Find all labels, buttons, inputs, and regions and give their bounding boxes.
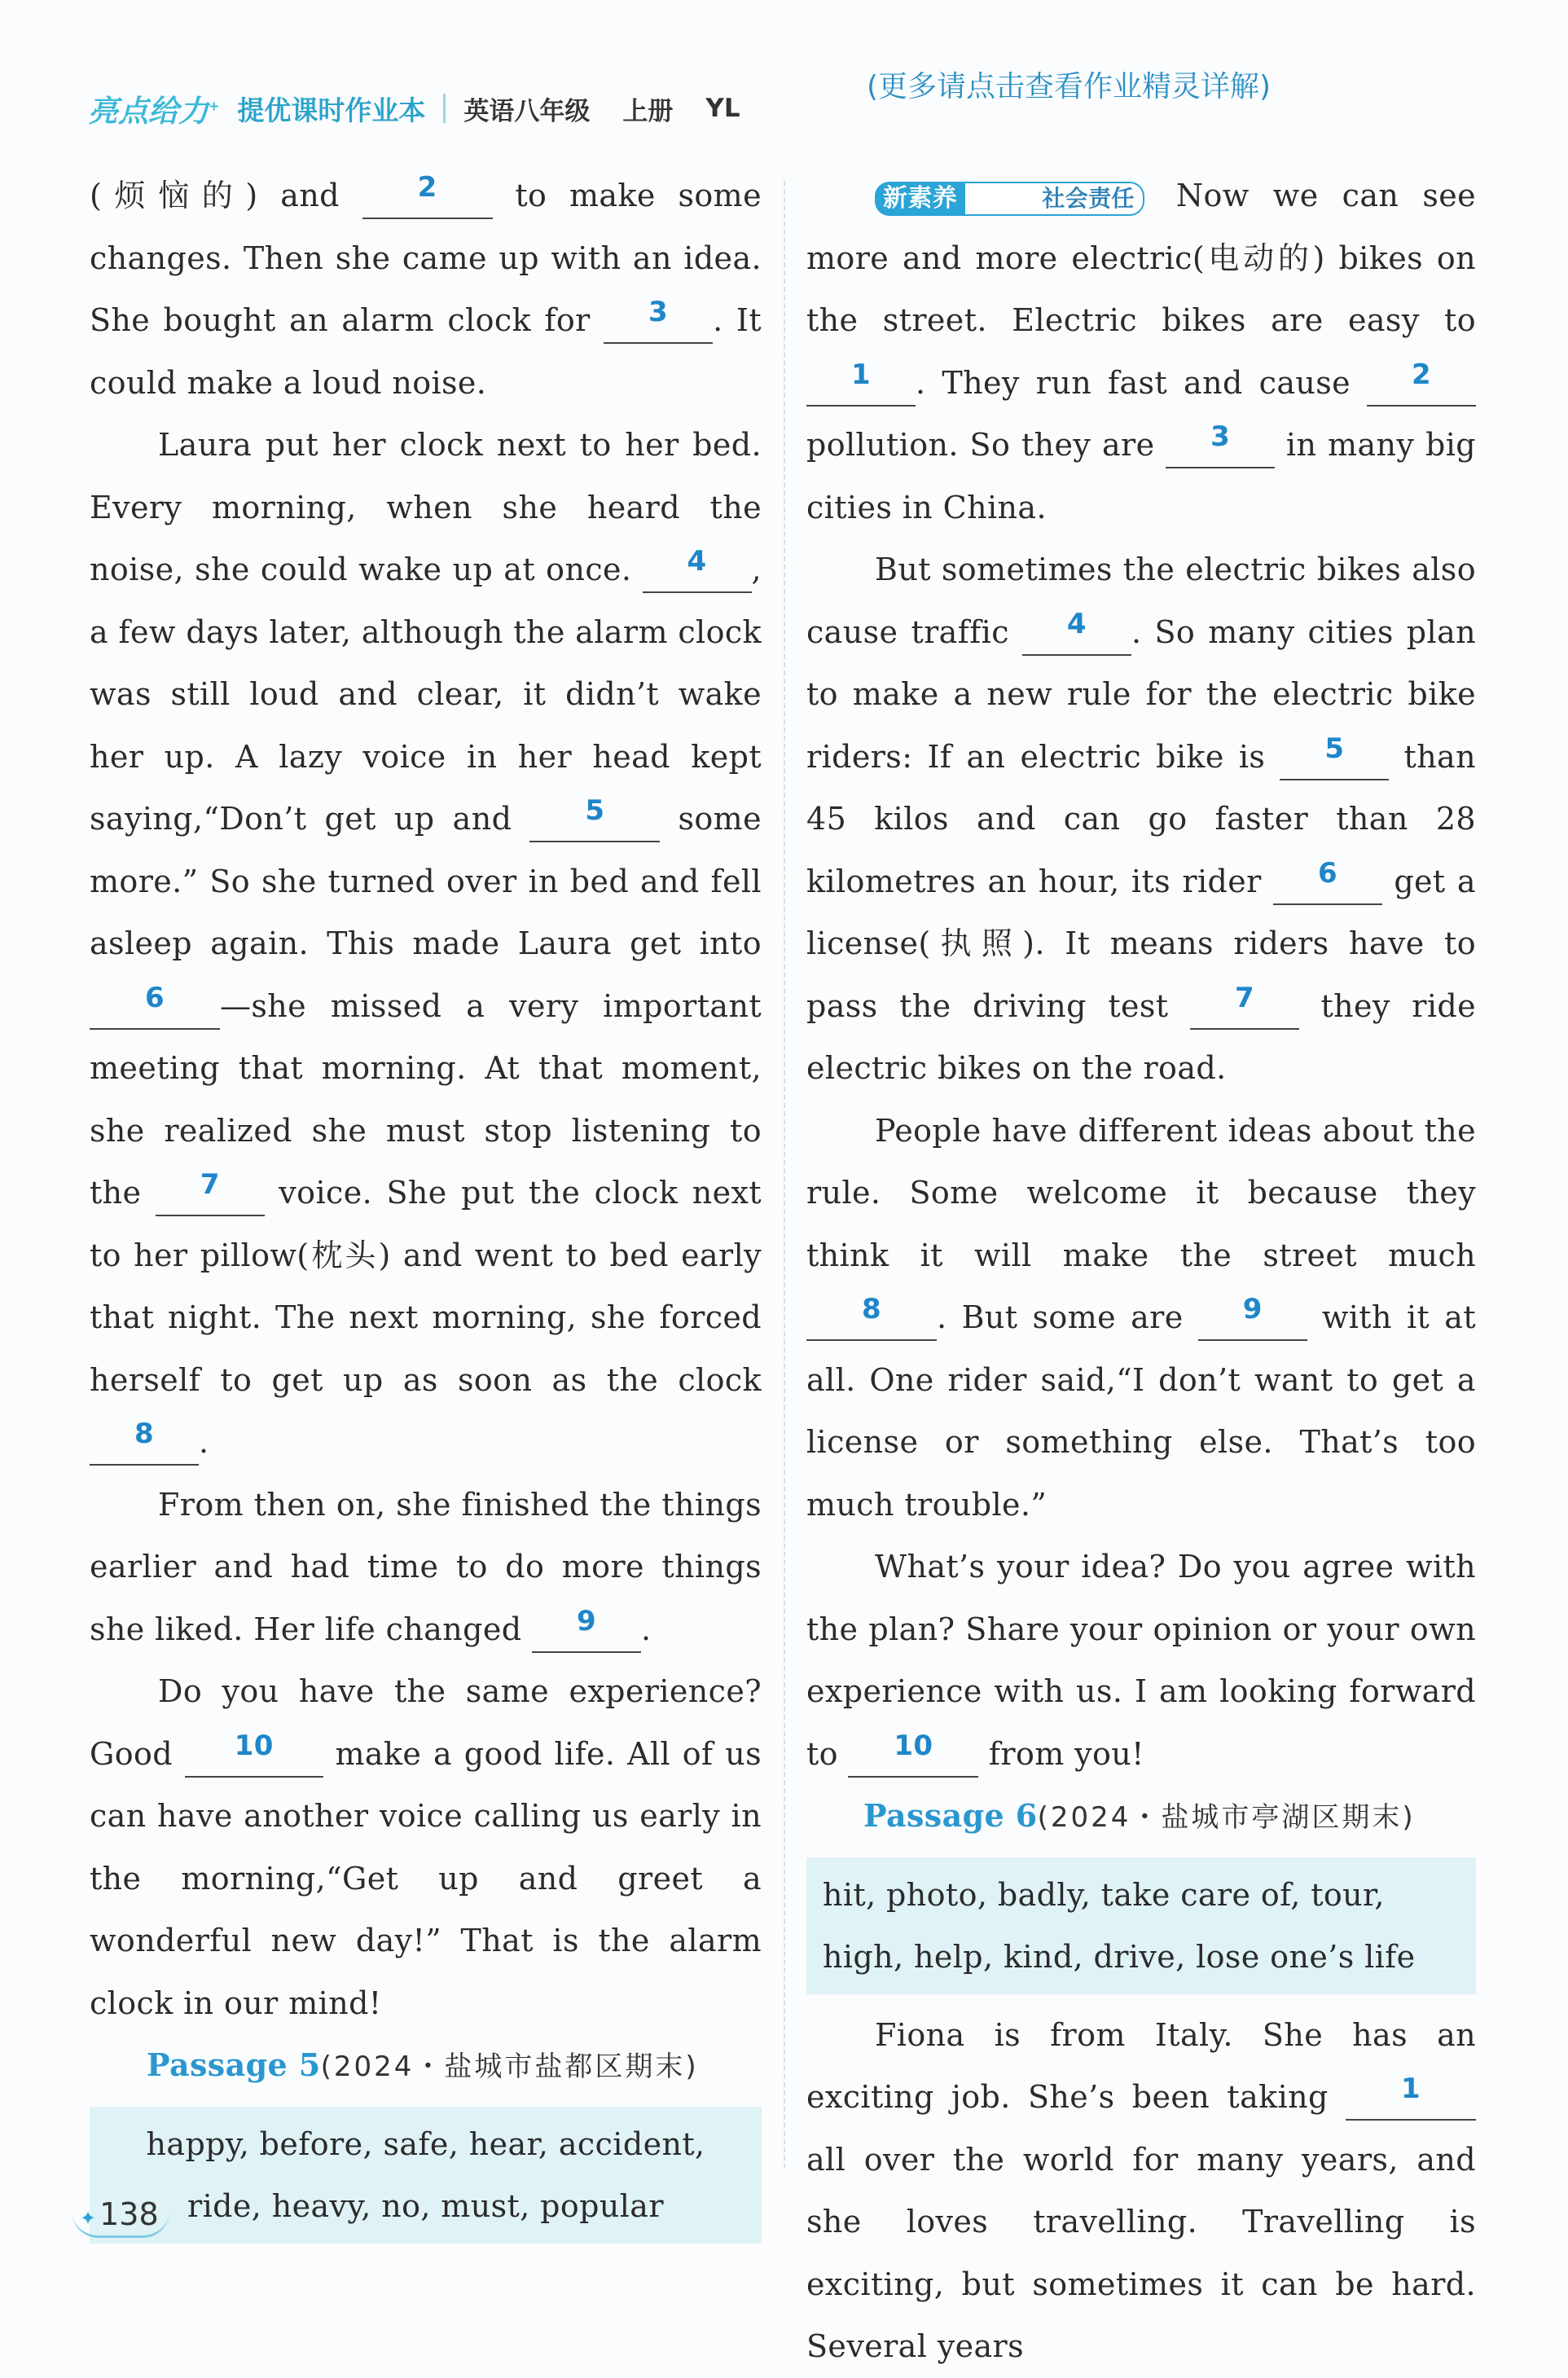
- answer-blank[interactable]: 6: [90, 986, 220, 1030]
- literacy-tag: 新素养: [875, 182, 965, 216]
- volume: 上册: [622, 96, 674, 126]
- subject: 英语八年级: [463, 96, 591, 126]
- word-bank: happy, before, safe, hear, accident, ride, heavy, no, must, popular: [90, 2107, 762, 2244]
- paragraph: Laura put her clock next to her bed. Every morning, when she heard the noise, she could wake up at once. 4 , a few days later, although the alarm clock was still loud and clear, it didn’t wake her up. A lazy voice in her head kept saying,“Don’t get up and 5 some more.” So she turned over in bed and fell asleep again. This made Laura get into 6 —she missed a very important meeting that morning. At that moment, she realized she must stop listening to the 7 voice. She put the clock next to her pillow(枕头) and went to bed early that night. The next morning, she forced herself to get up as soon as the clock 8 .: [90, 414, 762, 1474]
- answer-blank[interactable]: 7: [1190, 986, 1299, 1030]
- left-column: [90, 165, 762, 2253]
- answer-blank[interactable]: 9: [1198, 1297, 1307, 1341]
- answer-blank[interactable]: 1: [1346, 2077, 1476, 2121]
- paragraph: 新素养 社会责任 Now we can see more and more electric(电动的) bikes on the street. Electric bikes are easy to 1 . They run fast and cause 2 pollution. So they are 3 in many big cities in China.: [806, 178, 1476, 525]
- literacy-subtag: 社会责任: [965, 182, 1144, 216]
- word-bank: hit, photo, badly, take care of, tour, high, help, kind, drive, lose one’s life: [806, 1857, 1476, 1994]
- answer-blank[interactable]: 10: [848, 1734, 978, 1778]
- answer-blank[interactable]: 4: [1022, 612, 1131, 656]
- star-icon: ✦: [80, 2207, 97, 2230]
- more-details-link[interactable]: (更多请点击查看作业精灵详解): [867, 70, 1272, 103]
- answer-blank[interactable]: 9: [532, 1609, 641, 1653]
- paragraph: People have different ideas about the rule. Some welcome it because they think it will make the street much 8 . But some are 9 with it at all. One rider said,“I don’t want to get a license or something else. That’s too much trouble.”: [806, 1112, 1476, 1523]
- header-divider: [443, 94, 446, 123]
- paragraph: Do you have the same experience? Good 10 make a good life. All of us can have another voice calling us early in the morning,“Get up and greet a wonderful new day!” That is the alarm clock in our mind!: [90, 1673, 762, 2021]
- answer-blank[interactable]: 6: [1273, 861, 1382, 905]
- answer-blank[interactable]: 1: [806, 363, 916, 407]
- answer-blank[interactable]: 5: [529, 798, 660, 842]
- brand-logo: 亮点给力+: [88, 94, 220, 129]
- answer-blank[interactable]: 3: [604, 300, 713, 344]
- header: [88, 86, 740, 130]
- answer-blank[interactable]: 7: [156, 1172, 265, 1216]
- answer-blank[interactable]: 8: [90, 1422, 199, 1466]
- paragraph: From then on, she finished the things earlier and had time to do more things she liked. Her life changed 9 .: [90, 1474, 762, 1661]
- paragraph: Fiona is from Italy. She has an exciting job. She’s been taking 1 all over the world for many years, and she loves travelling. Travelling is exciting, but sometimes it can be hard. Several years: [806, 2016, 1476, 2364]
- answer-blank[interactable]: 10: [185, 1734, 323, 1778]
- column-divider: [784, 181, 785, 2169]
- right-column: [806, 165, 1476, 2378]
- answer-blank[interactable]: 2: [1367, 363, 1476, 407]
- paragraph: What’s your idea? Do you agree with the plan? Share your opinion or your own experience with us. I am looking forward to 10 from you!: [806, 1536, 1476, 1785]
- page-number: ✦ 138: [80, 2196, 159, 2232]
- paragraph: (烦恼的) and 2 to make some changes. Then she came up with an idea. She bought an alarm clock for 3 . It could make a loud noise.: [90, 171, 762, 401]
- answer-blank[interactable]: 2: [362, 175, 493, 219]
- answer-blank[interactable]: 8: [806, 1297, 937, 1341]
- series-title: 提优课时作业本: [237, 94, 426, 126]
- answer-blank[interactable]: 5: [1280, 736, 1389, 780]
- passage-heading: Passage 5(2024・盐城市盐都区期末): [147, 2046, 699, 2083]
- answer-blank[interactable]: 3: [1166, 424, 1275, 468]
- publisher: YL: [705, 94, 740, 123]
- answer-blank[interactable]: 4: [643, 549, 752, 593]
- paragraph: But sometimes the electric bikes also cause traffic 4 . So many cities plan to make a new rule for the electric bike riders: If an electric bike is 5 than 45 kilos and can go faster than 28 kilometres an hour, its rider 6 get a license(执照). It means riders have to pass the driving test 7 they ride electric bikes on the road.: [806, 552, 1476, 1086]
- passage-heading: Passage 6(2024・盐城市亭湖区期末): [863, 1797, 1416, 1834]
- page-number-decoration: [72, 2211, 169, 2238]
